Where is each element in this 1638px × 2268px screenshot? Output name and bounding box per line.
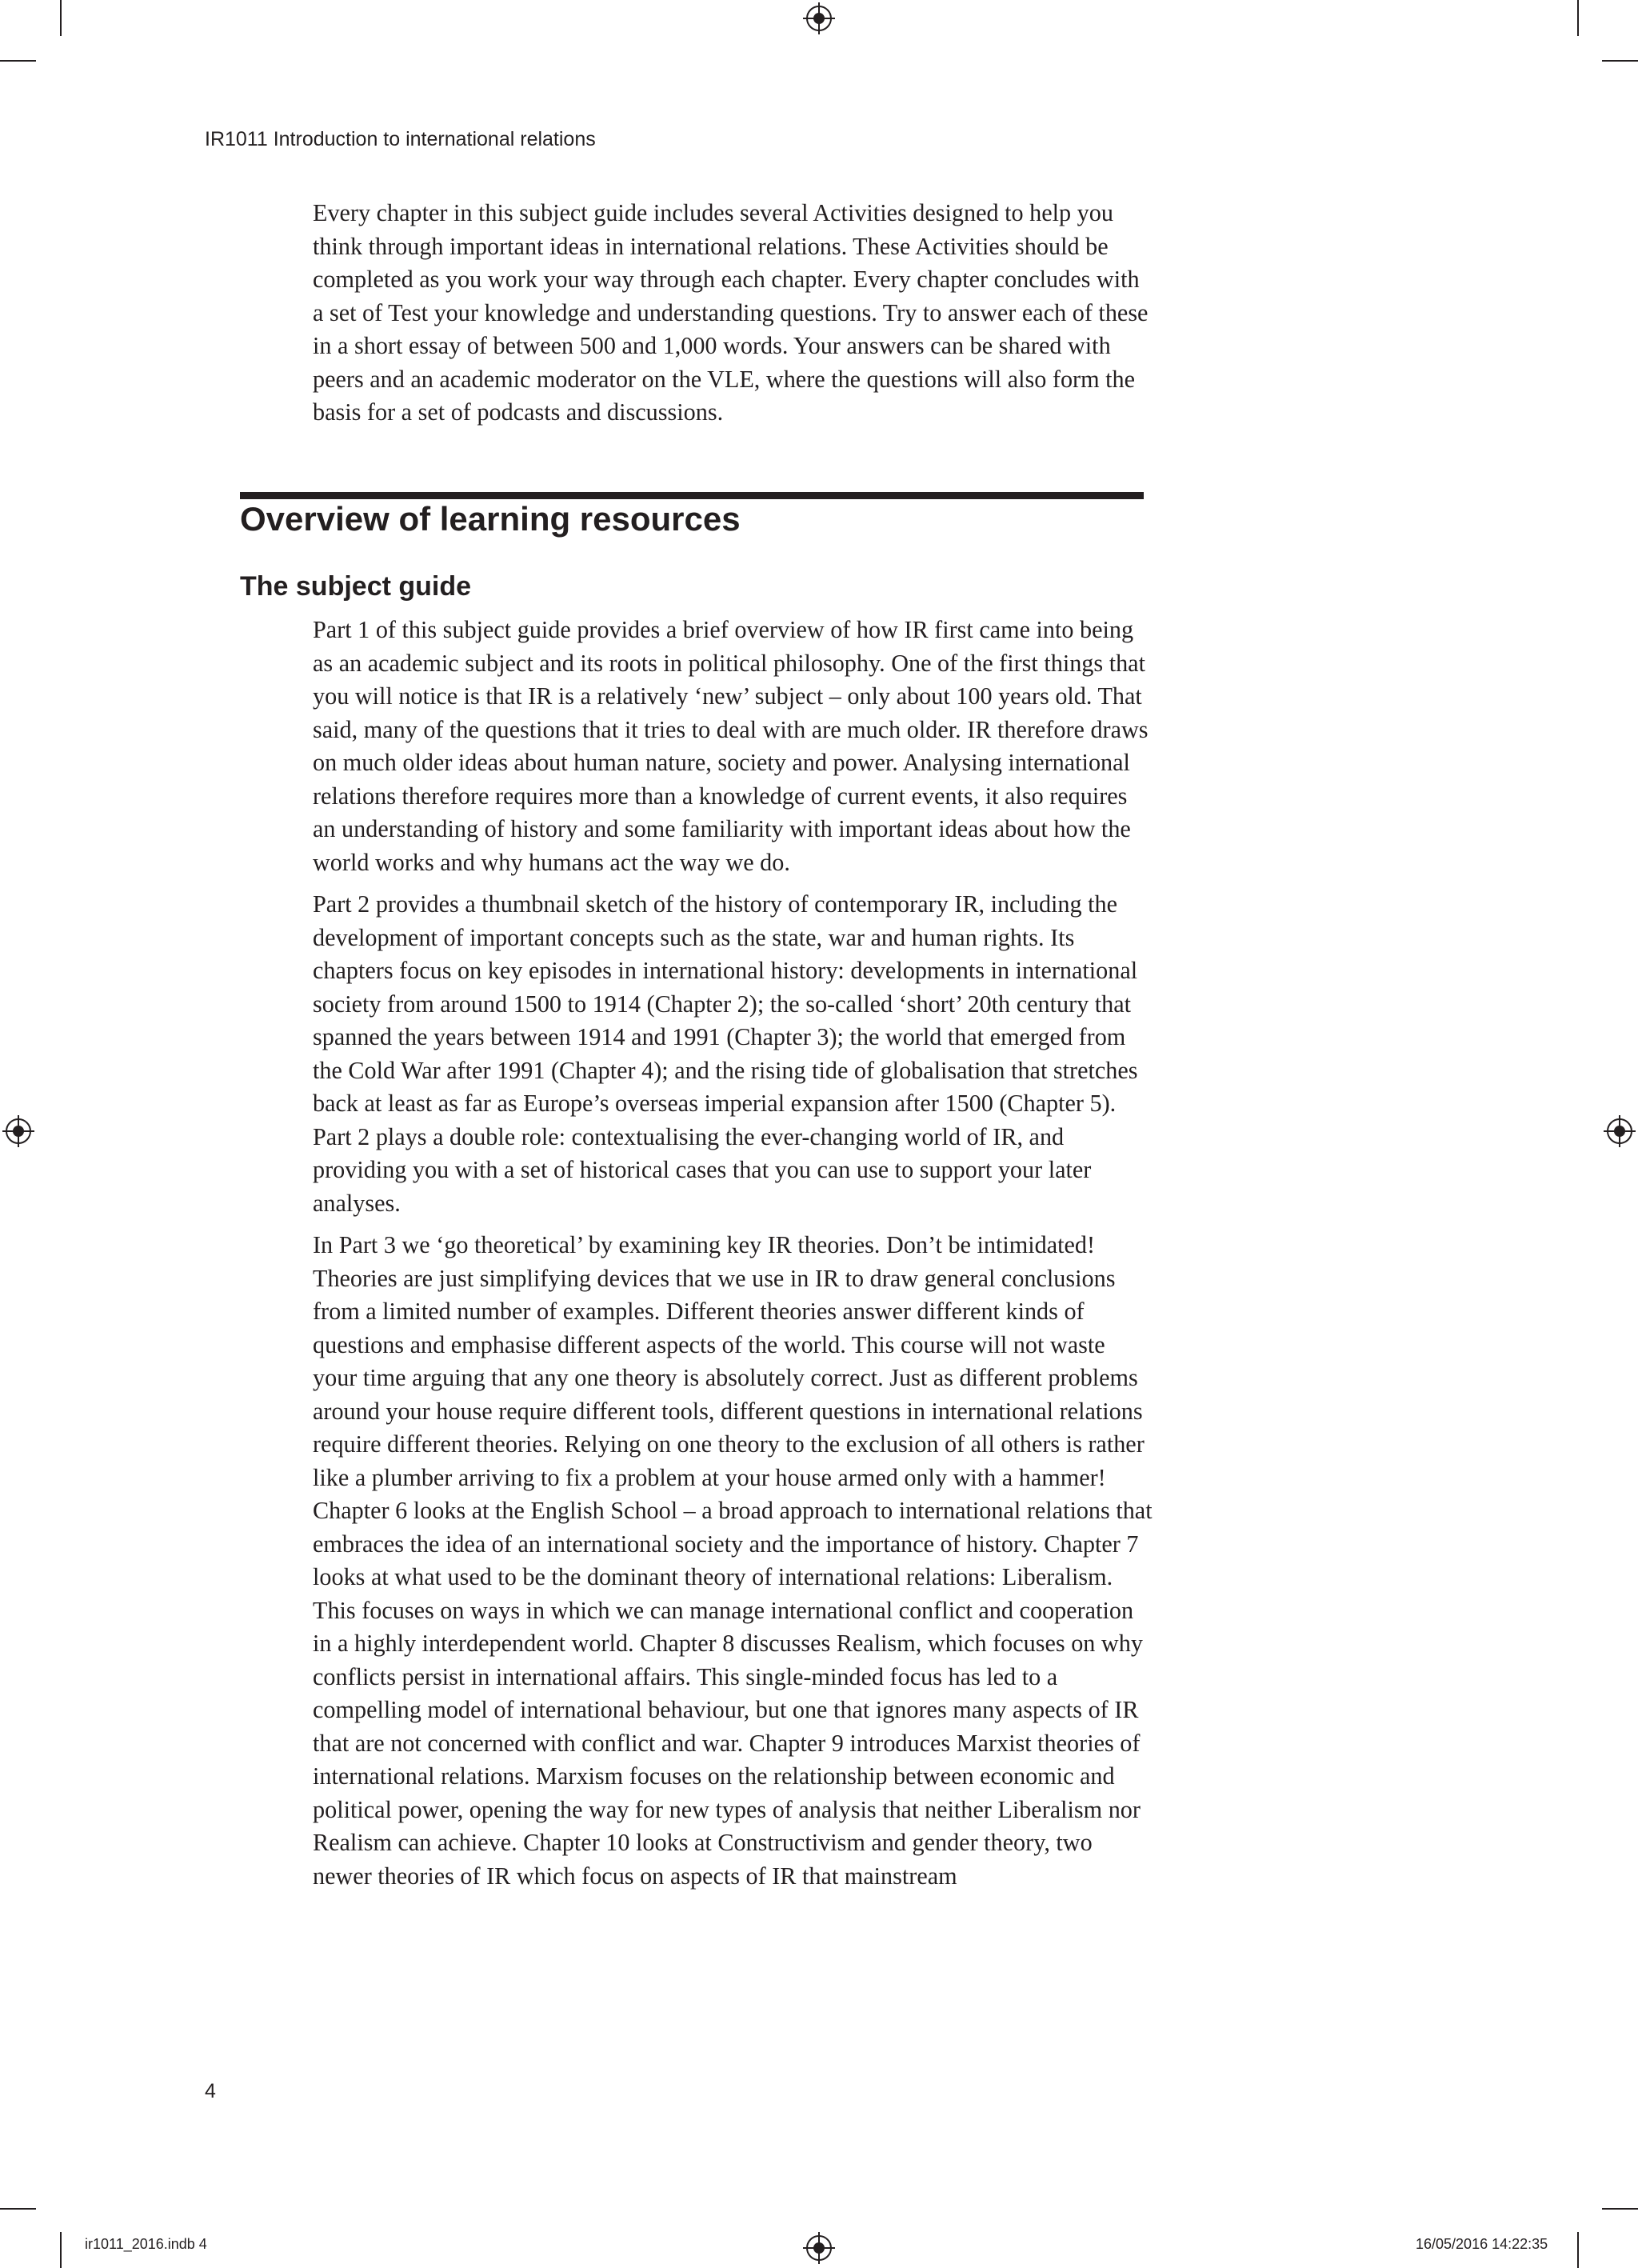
registration-mark-icon (2, 1115, 34, 1147)
intro-section (313, 197, 1153, 430)
crop-mark (1602, 60, 1638, 62)
subject-guide-body (313, 614, 1153, 1893)
crop-mark (1577, 0, 1579, 36)
subsection-heading: The subject guide (240, 571, 472, 602)
registration-mark-icon (803, 2232, 835, 2264)
registration-mark-icon (1604, 1115, 1636, 1147)
running-head: IR1011 Introduction to international relations (205, 128, 596, 150)
slug-timestamp: 16/05/2016 14:22:35 (1416, 2236, 1548, 2252)
intro-paragraph: Every chapter in this subject guide includes several Activities designed to help you think through important ideas in international relations. These Activities should be completed as you work your way through each chapter. Every chapter concludes with a set of Test your knowledge and understanding questions. Try to answer each of these in a short essay of between 500 and 1,000 words. Your answers can be shared with peers and an academic moderator on the VLE, where the questions will also form the basis for a set of podcasts and discussions. (313, 199, 1149, 426)
paragraph: In Part 3 we ‘go theoretical’ by examining key IR theories. Don’t be intimidated! Theories are just simplifying devices that we use in IR to draw general conclusions from a limited number of examples. Different theories answer different kinds of questions and emphasise different aspects of the world. This course will not waste your time arguing that any one theory is absolutely correct. Just as different problems around your house require different tools, different questions in international relations require different theories. Relying on one theory to the exclusion of all others is rather like a plumber arriving to fix a problem at your house armed only with a hammer! Chapter 6 looks at the English School – a broad approach to international relations that embraces the idea of an international society and the importance of history. Chapter 7 looks at what used to be the dominant theory of international relations: Liberalism. This focuses on ways in which we can manage international conflict and cooperation in a highly interdependent world. Chapter 8 discusses Realism, which focuses on why conflicts persist in international affairs. This single-minded focus has led to a compelling model of international behaviour, but one that ignores many aspects of IR that are not concerned with conflict and war. Chapter 9 introduces Marxist theories of international relations. Marxism focuses on the relationship between economic and political power, opening the way for new types of analysis that neither Liberalism nor Realism can achieve. Chapter 10 looks at Constructivism and gender theory, two newer theories of IR which focus on aspects of IR that mainstream (313, 1231, 1153, 1890)
crop-mark (0, 2208, 36, 2210)
crop-mark (60, 2232, 62, 2268)
crop-mark (1577, 2232, 1579, 2268)
slug-file-name: ir1011_2016.indb 4 (85, 2236, 207, 2252)
crop-mark (1602, 2208, 1638, 2210)
paragraph: Part 1 of this subject guide provides a brief overview of how IR first came into being as an academic subject and its roots in political philosophy. One of the first things that you will notice is that IR is a relatively ‘new’ subject – only about 100 years old. That said, many of the questions that it tries to deal with are much older. IR therefore draws on much older ideas about human nature, society and power. Analysing international relations therefore requires more than a knowledge of current events, it also requires an understanding of history and some familiarity with important ideas about how the world works and why humans act the way we do. (313, 616, 1149, 876)
section-rule (240, 492, 1144, 499)
crop-mark (0, 60, 36, 62)
paragraph: Part 2 provides a thumbnail sketch of the history of contemporary IR, including the development of important concepts such as the state, war and human rights. Its chapters focus on key episodes in international history: developments in international society from around 1500 to 1914 (Chapter 2); the so-called ‘short’ 20th century that spanned the years between 1914 and 1991 (Chapter 3); the world that emerged from the Cold War after 1991 (Chapter 4); and the rising tide of globalisation that stretches back at least as far as Europe’s overseas imperial expansion after 1500 (Chapter 5). Part 2 plays a double role: contextualising the ever-changing world of IR, and providing you with a set of historical cases that you can use to support your later analyses. (313, 890, 1138, 1217)
registration-mark-icon (803, 2, 835, 34)
section-heading: Overview of learning resources (240, 500, 741, 538)
crop-mark (60, 0, 62, 36)
page-number: 4 (205, 2080, 216, 2102)
